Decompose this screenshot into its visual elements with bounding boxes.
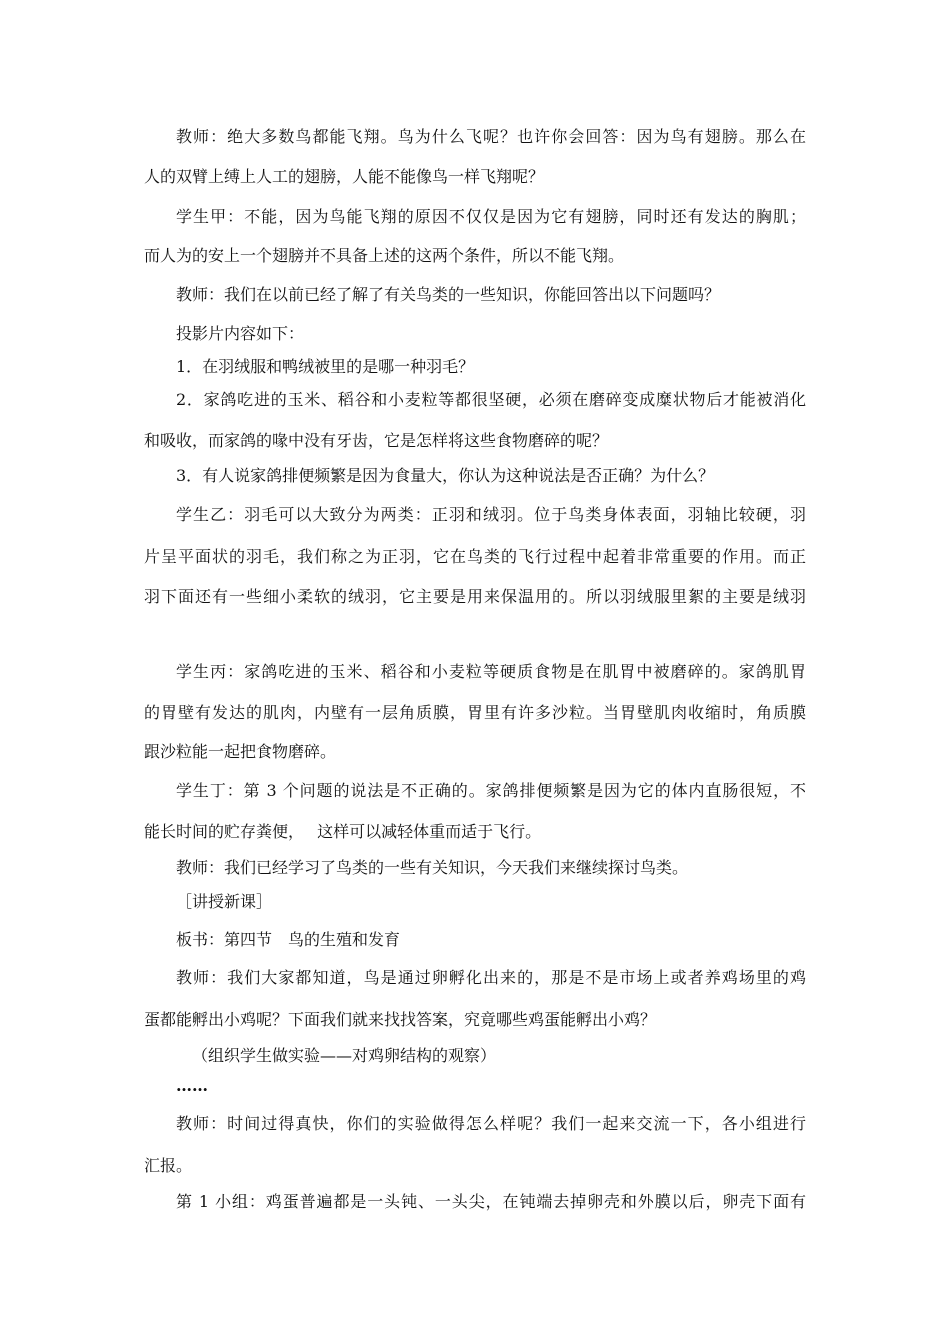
paragraph-line: 羽下面还有一些细小柔软的绒羽，它主要是用来保温用的。所以羽绒服里絮的主要是绒羽 <box>144 587 806 606</box>
paragraph-line: 蛋都能孵出小鸡呢？下面我们就来找找答案，究竟哪些鸡蛋能孵出小鸡？ <box>144 1010 657 1029</box>
paragraph-line: 跟沙粒能一起把食物磨碎。 <box>144 742 337 761</box>
ellipsis: …… <box>176 1076 208 1095</box>
paragraph-line: 能长时间的贮存粪便， 这样可以减轻体重而适于飞行。 <box>144 822 542 841</box>
paragraph-line: 教师：我们在以前已经了解了有关鸟类的一些知识，你能回答出以下问题吗？ <box>176 285 721 304</box>
paragraph-line: 投影片内容如下： <box>176 324 305 343</box>
list-item: 3．有人说家鸽排便频繁是因为食量大，你认为这种说法是否正确？为什么？ <box>176 466 715 485</box>
paragraph-line: 的胃壁有发达的肌肉，内壁有一层角质膜，胃里有许多沙粒。当胃壁肌肉收缩时，角质膜 <box>144 703 806 722</box>
paragraph-line: 而人为的安上一个翅膀并不具备上述的这两个条件，所以不能飞翔。 <box>144 246 625 265</box>
paragraph-line: 教师：绝大多数鸟都能飞翔。鸟为什么飞呢？也许你会回答：因为鸟有翅膀。那么在 <box>176 127 806 146</box>
paragraph-line: 教师：时间过得真快，你们的实验做得怎么样呢？我们一起来交流一下，各小组进行 <box>176 1114 806 1133</box>
paragraph-line: 教师：我们已经学习了鸟类的一些有关知识，今天我们来继续探讨鸟类。 <box>176 858 689 877</box>
paragraph-line: 学生丁：第 3 个问题的说法是不正确的。家鸽排便频繁是因为它的体内直肠很短，不 <box>176 781 806 800</box>
paragraph-line: 第 1 小组：鸡蛋普遍都是一头钝、一头尖，在钝端去掉卵壳和外膜以后，卵壳下面有 <box>176 1192 806 1211</box>
paragraph-line: 片呈平面状的羽毛，我们称之为正羽，它在鸟类的飞行过程中起着非常重要的作用。而正 <box>144 547 806 566</box>
paragraph-line: 学生甲：不能，因为鸟能飞翔的原因不仅仅是因为它有翅膀，同时还有发达的胸肌； <box>176 207 806 226</box>
paragraph-line: 汇报。 <box>144 1156 193 1175</box>
paragraph-line: 人的双臂上缚上人工的翅膀，人能不能像鸟一样飞翔呢？ <box>144 167 545 186</box>
list-item: 1．在羽绒服和鸭绒被里的是哪一种羽毛？ <box>176 357 475 376</box>
activity-note: （组织学生做实验——对鸡卵结构的观察） <box>192 1046 497 1065</box>
section-marker: ［讲授新课］ <box>176 892 273 911</box>
board-heading: 板书：第四节 鸟的生殖和发育 <box>176 930 401 949</box>
list-item-continued: 和吸收，而家鸽的喙中没有牙齿，它是怎样将这些食物磨碎的呢？ <box>144 431 609 450</box>
paragraph-line: 教师：我们大家都知道，鸟是通过卵孵化出来的，那是不是市场上或者养鸡场里的鸡 <box>176 968 806 987</box>
paragraph-line: 学生乙：羽毛可以大致分为两类：正羽和绒羽。位于鸟类身体表面，羽轴比较硬，羽 <box>176 505 806 524</box>
list-item: 2．家鸽吃进的玉米、稻谷和小麦粒等都很坚硬，必须在磨碎变成糜状物后才能被消化 <box>176 390 806 409</box>
paragraph-line: 学生丙：家鸽吃进的玉米、稻谷和小麦粒等硬质食物是在肌胃中被磨碎的。家鸽肌胃 <box>176 662 806 681</box>
